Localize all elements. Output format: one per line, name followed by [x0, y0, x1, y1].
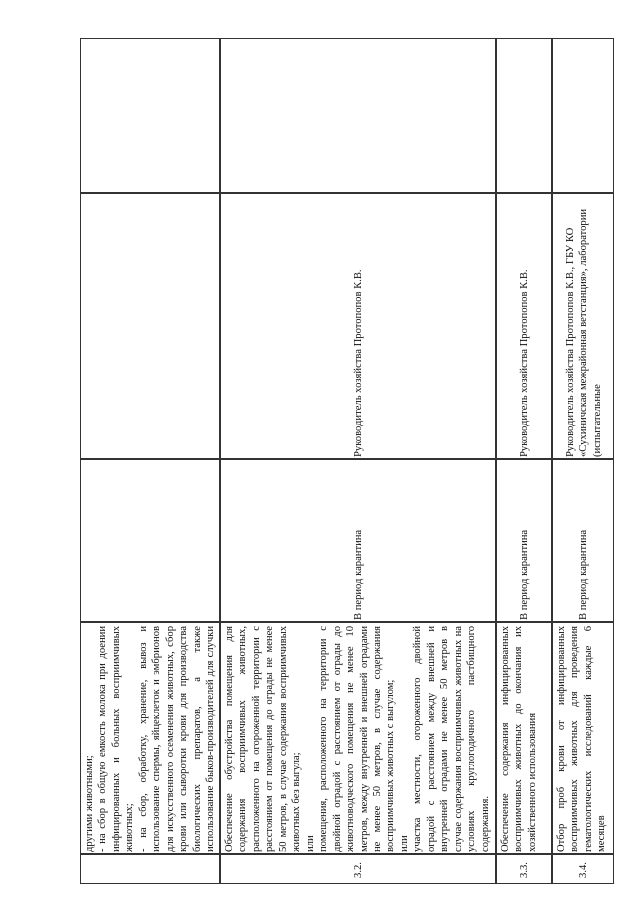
cell-period	[220, 459, 496, 622]
cell-measure	[220, 622, 496, 854]
cell-extra	[496, 38, 552, 193]
cell-num	[220, 854, 496, 884]
measure-paragraph: или	[398, 835, 410, 852]
cell-responsible	[80, 193, 220, 459]
period-text: В период карантина	[519, 529, 531, 620]
measure-paragraph: или	[304, 835, 316, 852]
cell-responsible	[496, 193, 552, 459]
period-text: В период карантина	[353, 529, 365, 620]
measure-paragraph: Отбор проб крови от инфицированных восприимчивых животных для проведения гематологических исследований каждые 6 месяцев	[556, 626, 608, 852]
period-text: В период карантина	[578, 529, 590, 620]
cell-responsible	[220, 193, 496, 459]
cell-period	[496, 459, 552, 622]
measure-paragraph: Обеспечение содержания инфицированных восприимчивых животных до окончания их хозяйственного использования	[500, 626, 538, 852]
cell-measure	[552, 622, 614, 854]
measure-paragraph: - на сбор, обработку, хранение, вывоз и использование спермы, яйцеклеток и эмбрионов для искусственного осеменения животных, сбор крови или сыворотки крови для производства биологических препаратов, а также использование быков-производителей для случки	[137, 626, 217, 852]
cell-extra	[220, 38, 496, 193]
measure-paragraph: участка местности, огороженного двойной оградой с расстоянием между внешней и внутренней оградами не менее 50 метров в случае содержания восприимчивых животных на условиях круглогодичного пастбищного содержания.	[412, 626, 491, 852]
cell-responsible	[552, 193, 614, 459]
cell-measure	[80, 622, 220, 854]
row-number: 3.3.	[519, 862, 531, 878]
cell-measure	[496, 622, 552, 854]
cell-extra	[552, 38, 614, 193]
responsible-text: Руководитель хозяйства Протопопов К.В., ГБУ КО «Сухиничская межрайонная ветстанция», лаборатории (испытательные	[564, 208, 603, 457]
row-number: 3.2.	[353, 862, 365, 878]
cell-num	[80, 854, 220, 884]
cell-period	[552, 459, 614, 622]
measure-paragraph: Обеспечение обустройства помещения для содержания восприимчивых животных, расположенного на огороженной территории с расстоянием от помещения до ограды не менее 50 метров, в случае содержания восприимчивых животных без выгула;	[224, 626, 303, 852]
cell-extra	[80, 38, 220, 193]
measure-paragraph: другими животными;	[84, 755, 95, 852]
responsible-text: Руководитель хозяйства Протопопов К.В.	[519, 269, 531, 457]
measure-paragraph: - на сбор в общую емкость молока при доении инфицированных и больных восприимчивых животных;	[97, 626, 136, 852]
cell-period	[80, 459, 220, 622]
responsible-text: Руководитель хозяйства Протопопов К.В.	[353, 269, 365, 457]
cell-num	[552, 854, 614, 884]
cell-num	[496, 854, 552, 884]
row-number: 3.4.	[578, 862, 590, 878]
measure-paragraph: помещения, расположенного на территории с двойной оградой с расстоянием от ограды до животноводческого помещения не менее 10 метров, между внутренней и внешней оградами не менее 50 метров, в случае содержания восприимчивых животных с выгулом;	[318, 626, 397, 852]
